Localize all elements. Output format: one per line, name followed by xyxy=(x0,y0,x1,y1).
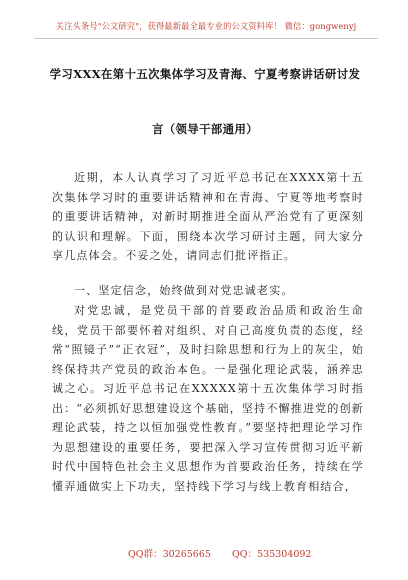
footer xyxy=(0,546,408,560)
paragraph-body: 对党忠诚，是党员干部的首要政治品质和政治生命线，党员干部要怀着对组织、对自己高度负责的态度，经常“照镜子”“正衣冠”，及时扫除思想和行为上的灰尘，始终保持共产党员的政治本色。一是强化理论武装，涵养忠诚之心。习近平总书记在XXXXX第十五次集体学习时指出：“必须抓好思想建设这个基础，坚持不懈推进党的创新理论武装，持之以恒加强党性教育。”要坚持把理论学习作为思想建设的重要任务，要把深入学习宣传贯彻习近平新时代中国特色社会主义思想作为首要政治任务，持续在学懂弄通做实上下功夫，坚持线下学习与线上教育相结合， xyxy=(52,304,364,493)
document-title-line1: 学习XXX在第十五次集体学习及青海、宁夏考察讲话研讨发 xyxy=(49,67,361,81)
document-title-line2: 言（领导干部通用） xyxy=(151,122,259,136)
paragraph-intro: 近期，本人认真学习了习近平总书记在XXXX第十五次集体学习时的重要讲话精神和在青海、宁夏等地考察时的重要讲话精神，对新时期推进全面从严治党有了更深刻的认识和理解。下面，围绕本次学习研讨主题，同大家分享几点体会。不妥之处，请同志们批评指正。 xyxy=(52,171,364,262)
header-notice: 关注头条号"公文研究"，获得最新最全最专业的公文资料库！ 微信：gongwenyj xyxy=(55,21,357,31)
footer-qq-group: QQ群：30265665 xyxy=(128,549,211,560)
footer-qq-contact: QQ：535304092 xyxy=(232,549,312,560)
section-heading-1: 一、坚定信念，始终做到对党忠诚老实。 xyxy=(74,284,294,297)
header-divider xyxy=(34,38,378,39)
